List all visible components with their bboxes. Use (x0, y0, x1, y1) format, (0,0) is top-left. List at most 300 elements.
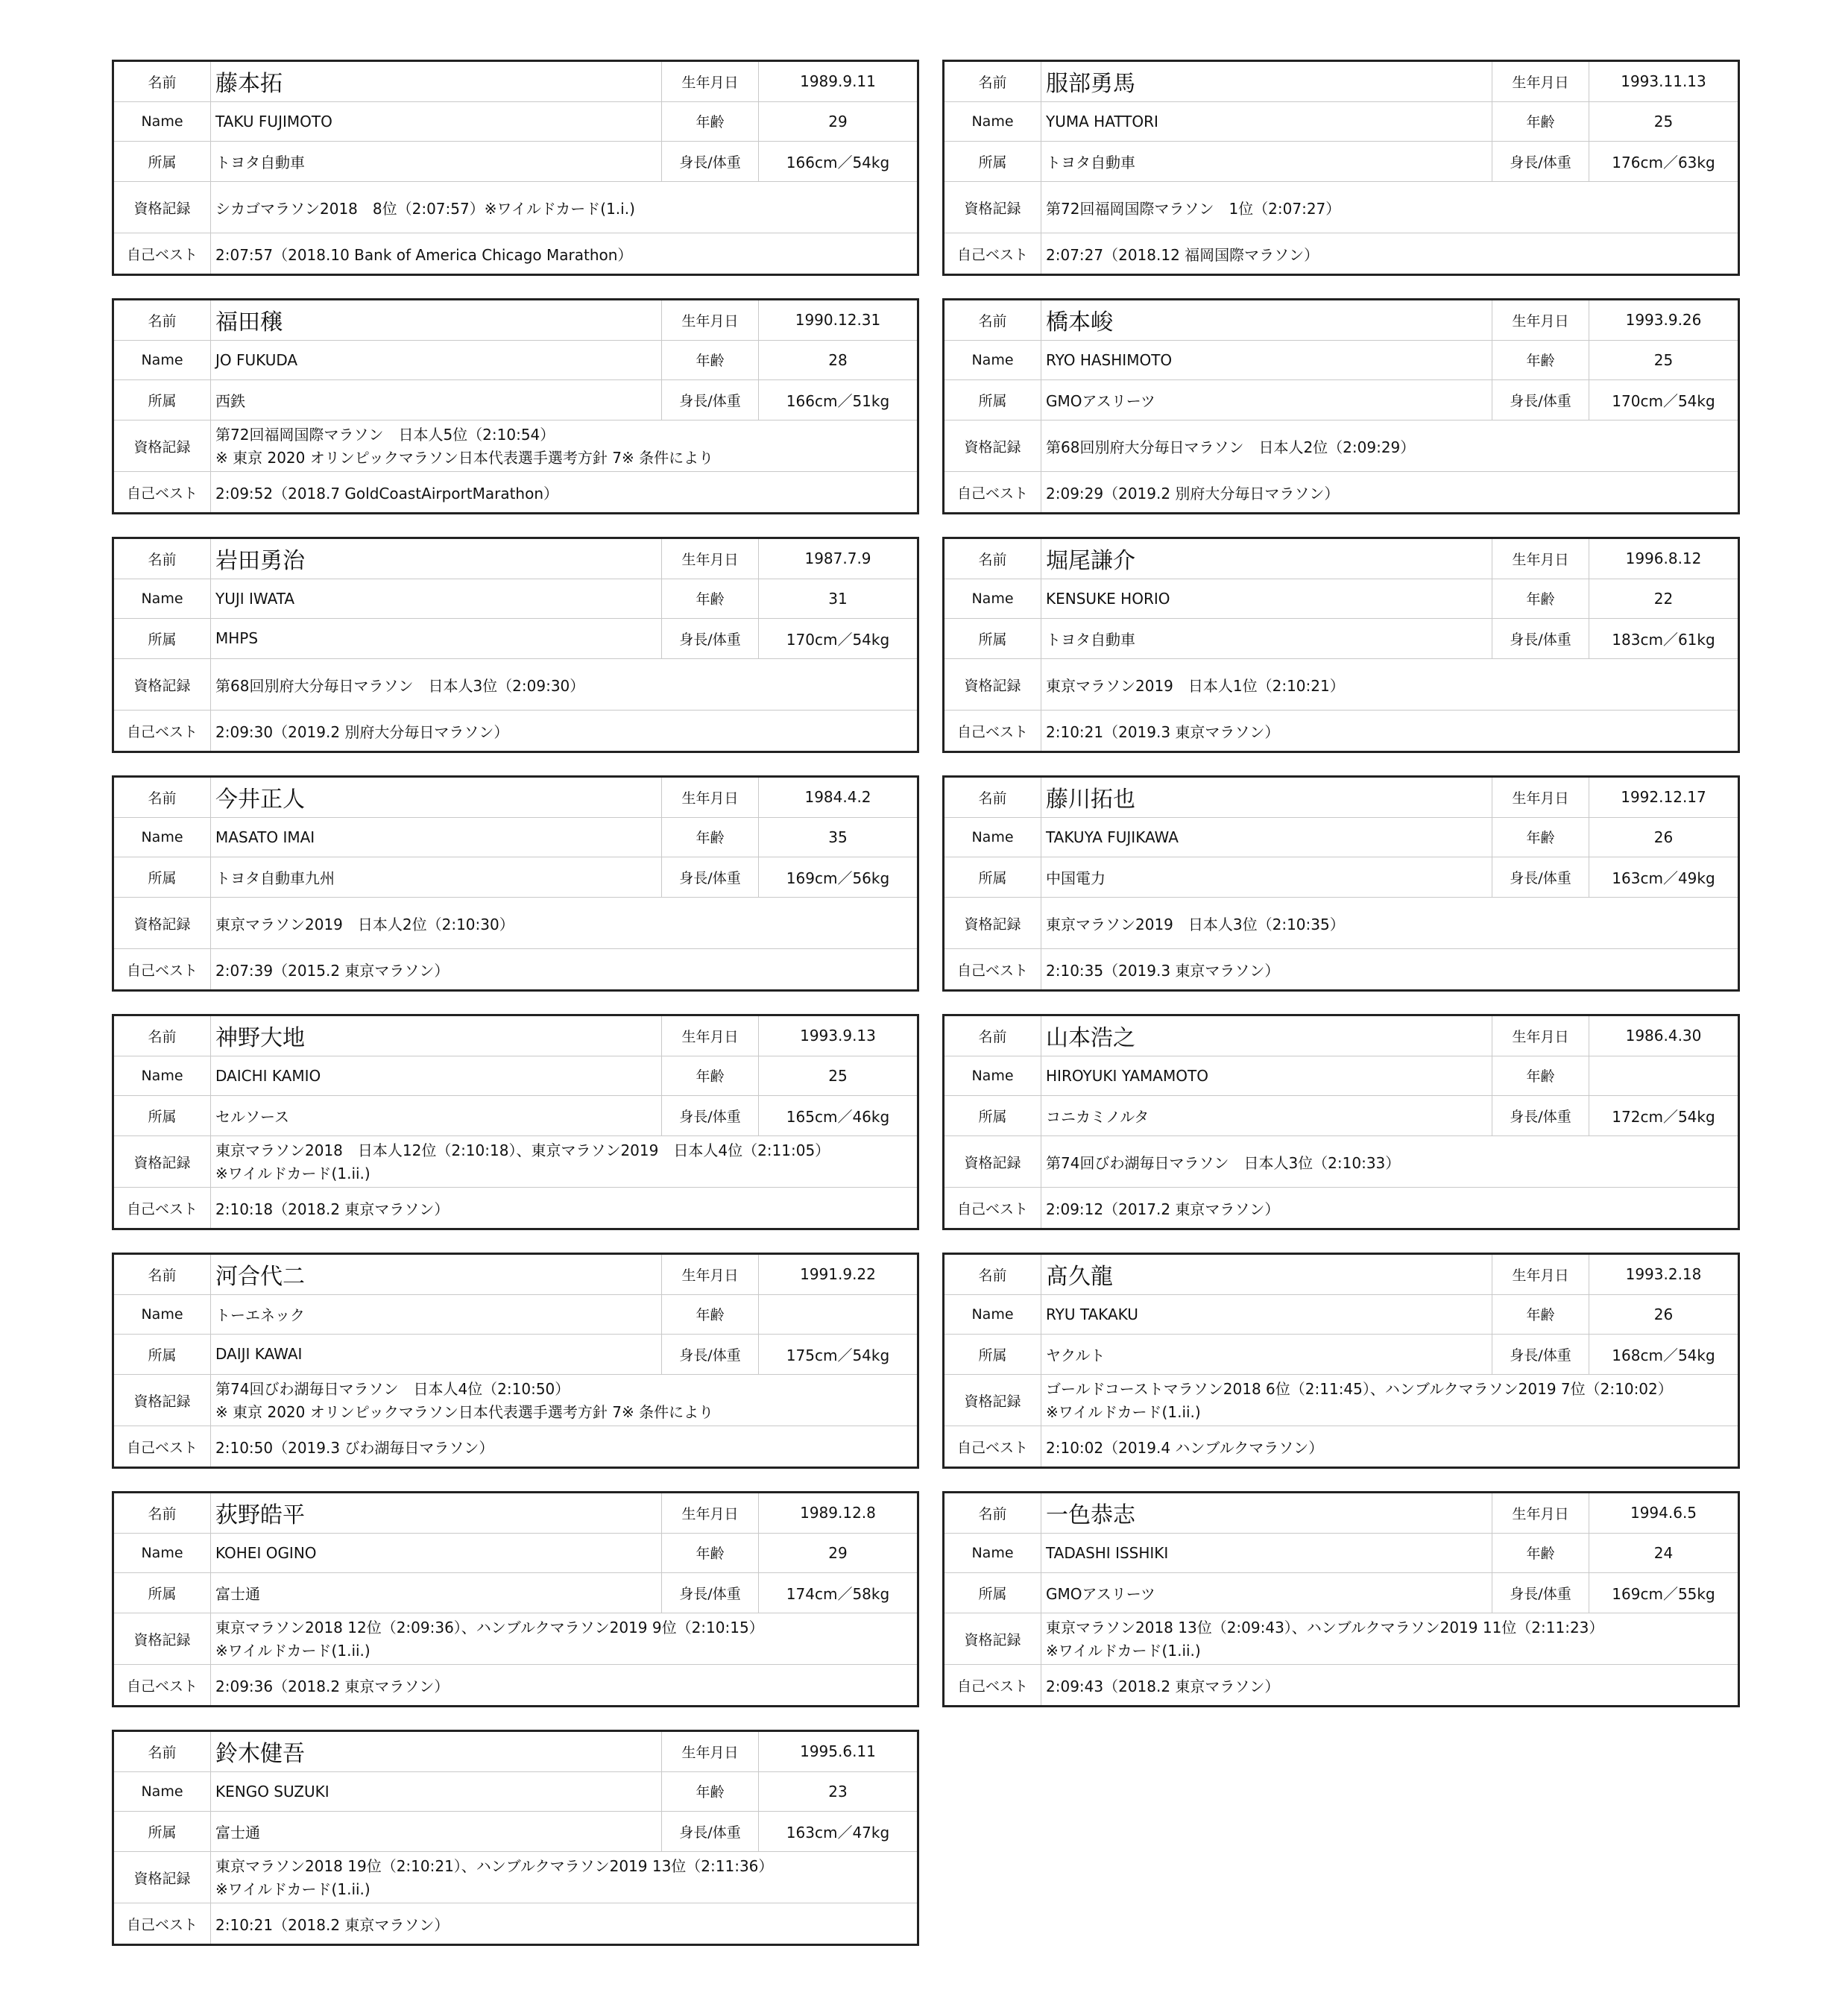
label-best: 自己ベスト (114, 1903, 211, 1944)
athlete-birth: 1995.6.11 (800, 1742, 876, 1761)
row-name (114, 1732, 917, 1772)
athlete-age: 31 (828, 589, 848, 608)
label-name-en: Name (945, 579, 1041, 619)
athlete-team: 中国電力 (1041, 857, 1492, 897)
label-name-en: Name (114, 579, 211, 619)
row-name (945, 62, 1738, 102)
label-age: 年齢 (662, 579, 759, 619)
label-name-jp: 名前 (114, 539, 211, 579)
label-birth: 生年月日 (662, 1255, 759, 1294)
athlete-card-12 (942, 1253, 1740, 1469)
athlete-birth: 1993.9.13 (800, 1027, 876, 1045)
athlete-name-jp: 神野大地 (211, 1016, 662, 1056)
label-best: 自己ベスト (114, 1426, 211, 1467)
qualify-line: ※ 東京 2020 オリンピックマラソン日本代表選手選考方針 7※ 条件により (215, 1402, 714, 1421)
row-name (114, 62, 917, 102)
row-team (114, 380, 917, 420)
label-age: 年齢 (1492, 341, 1589, 380)
label-birth: 生年月日 (1492, 300, 1589, 340)
athlete-best: 2:07:39（2015.2 東京マラソン） (215, 961, 450, 980)
athlete-name-jp: 一色恭志 (1041, 1493, 1492, 1533)
row-name-en (114, 1772, 917, 1812)
athlete-birth: 1990.12.31 (795, 311, 881, 330)
athlete-name-en: DAICHI KAMIO (211, 1056, 662, 1096)
label-age: 年齢 (662, 1534, 759, 1573)
label-name-jp: 名前 (114, 1732, 211, 1771)
row-qualify (114, 659, 917, 711)
label-best: 自己ベスト (114, 949, 211, 989)
label-birth: 生年月日 (1492, 1493, 1589, 1533)
label-name-jp: 名前 (114, 62, 211, 101)
label-qualify: 資格記録 (114, 420, 211, 472)
athlete-team: GMOアスリーツ (1041, 1573, 1492, 1613)
row-team (114, 1096, 917, 1136)
row-name-en (945, 1056, 1738, 1097)
label-best: 自己ベスト (945, 472, 1041, 512)
label-birth: 生年月日 (662, 539, 759, 579)
label-body: 身長/体重 (1492, 1335, 1589, 1374)
athlete-body: 176cm／63kg (1612, 153, 1715, 171)
athlete-body: 175cm／54kg (786, 1346, 890, 1364)
athlete-name-en: KOHEI OGINO (211, 1534, 662, 1573)
athlete-card-6 (942, 537, 1740, 753)
qualify-line: 第72回福岡国際マラソン 日本人5位（2:10:54） (215, 425, 555, 444)
athlete-birth: 1993.2.18 (1625, 1265, 1702, 1284)
label-qualify: 資格記録 (114, 1613, 211, 1665)
row-best (114, 711, 917, 751)
row-qualify (114, 1852, 917, 1904)
label-age: 年齢 (1492, 102, 1589, 142)
qualify-line: ※ワイルドカード(1.ii.) (215, 1164, 370, 1182)
athlete-best: 2:10:18（2018.2 東京マラソン） (215, 1200, 450, 1218)
label-team: 所属 (945, 1096, 1041, 1135)
athlete-birth: 1987.7.9 (804, 549, 871, 568)
label-qualify: 資格記録 (945, 1136, 1041, 1188)
label-name-jp: 名前 (114, 1016, 211, 1056)
athlete-birth: 1994.6.5 (1630, 1504, 1697, 1522)
athlete-card-1 (112, 60, 919, 276)
label-best: 自己ベスト (114, 711, 211, 751)
athlete-name-en: TAKU FUJIMOTO (211, 102, 662, 142)
athlete-body: 168cm／54kg (1612, 1346, 1715, 1364)
label-qualify: 資格記録 (114, 1852, 211, 1903)
athlete-name-en: HIROYUKI YAMAMOTO (1041, 1056, 1492, 1096)
row-qualify (945, 1136, 1738, 1188)
label-name-en: Name (945, 1295, 1041, 1335)
athlete-name-jp: 荻野皓平 (211, 1493, 662, 1533)
row-name-en (945, 818, 1738, 858)
athlete-best: 2:09:30（2019.2 別府大分毎日マラソン） (215, 722, 509, 741)
row-name (945, 300, 1738, 341)
athlete-card-13 (112, 1491, 919, 1707)
row-qualify (945, 659, 1738, 711)
athlete-qualify: 東京マラソン2019 日本人3位（2:10:35） (1046, 915, 1345, 933)
row-team (114, 1335, 917, 1375)
label-age: 年齢 (1492, 1295, 1589, 1335)
row-name-en (114, 818, 917, 858)
label-name-en: Name (114, 1772, 211, 1812)
row-best (114, 1188, 917, 1228)
label-team: 所属 (114, 857, 211, 897)
row-best (945, 1188, 1738, 1228)
row-name-en (114, 1295, 917, 1335)
label-birth: 生年月日 (1492, 539, 1589, 579)
row-team (114, 1812, 917, 1852)
row-team (945, 1335, 1738, 1375)
athlete-team: 富士通 (211, 1812, 662, 1851)
athlete-best: 2:09:52（2018.7 GoldCoastAirportMarathon） (215, 484, 559, 503)
label-age: 年齢 (662, 818, 759, 857)
athlete-card-15 (112, 1730, 919, 1946)
athlete-team: 富士通 (211, 1573, 662, 1613)
label-team: 所属 (114, 1335, 211, 1374)
athlete-body: 169cm／55kg (1612, 1584, 1715, 1603)
athlete-card-9 (112, 1014, 919, 1230)
label-body: 身長/体重 (1492, 1573, 1589, 1613)
label-age: 年齢 (1492, 1534, 1589, 1573)
qualify-line: 第74回びわ湖毎日マラソン 日本人4位（2:10:50） (215, 1379, 570, 1398)
label-age: 年齢 (1492, 579, 1589, 619)
qualify-line: ※ワイルドカード(1.ii.) (1046, 1641, 1201, 1660)
athlete-birth: 1996.8.12 (1625, 549, 1702, 568)
label-birth: 生年月日 (662, 1493, 759, 1533)
label-team: 所属 (114, 1573, 211, 1613)
row-name (114, 1493, 917, 1534)
row-name (945, 539, 1738, 579)
athlete-body: 166cm／51kg (786, 391, 890, 410)
label-best: 自己ベスト (945, 1665, 1041, 1705)
athlete-age: 24 (1653, 1543, 1674, 1562)
label-age: 年齢 (1492, 1056, 1589, 1096)
row-name (945, 1255, 1738, 1295)
label-team: 所属 (945, 1335, 1041, 1374)
label-team: 所属 (114, 619, 211, 658)
row-name (114, 778, 917, 818)
qualify-line: 東京マラソン2018 19位（2:10:21）、ハンブルクマラソン2019 13位（2:11:36） (215, 1856, 774, 1875)
athlete-card-2 (942, 60, 1740, 276)
label-name-jp: 名前 (945, 778, 1041, 817)
athlete-body: 170cm／54kg (786, 630, 890, 649)
athlete-birth: 1986.4.30 (1625, 1027, 1702, 1045)
athlete-birth: 1989.9.11 (800, 72, 876, 91)
row-best (114, 233, 917, 274)
label-name-jp: 名前 (945, 300, 1041, 340)
row-name-en (945, 102, 1738, 142)
qualify-line: ゴールドコーストマラソン2018 6位（2:11:45）、ハンブルクマラソン2019 7位（2:10:02） (1046, 1379, 1673, 1398)
label-name-jp: 名前 (114, 1493, 211, 1533)
row-qualify (945, 898, 1738, 950)
label-qualify: 資格記録 (114, 898, 211, 949)
row-qualify (114, 898, 917, 950)
athlete-birth: 1993.9.26 (1625, 311, 1702, 330)
athlete-name-en: TAKUYA FUJIKAWA (1041, 818, 1492, 857)
athlete-team: MHPS (211, 619, 662, 658)
qualify-line: 東京マラソン2018 12位（2:09:36）、ハンブルクマラソン2019 9位（2:10:15） (215, 1618, 764, 1636)
label-best: 自己ベスト (945, 233, 1041, 274)
row-name (945, 1016, 1738, 1056)
athlete-qualify: 第68回別府大分毎日マラソン 日本人3位（2:09:30） (215, 676, 585, 695)
row-best (114, 949, 917, 989)
label-birth: 生年月日 (662, 1732, 759, 1771)
label-age: 年齢 (662, 341, 759, 380)
label-body: 身長/体重 (662, 1096, 759, 1135)
row-name (114, 1255, 917, 1295)
athlete-name-en: トーエネック (211, 1295, 662, 1335)
label-body: 身長/体重 (662, 619, 759, 658)
athlete-qualify (211, 1613, 917, 1665)
label-team: 所属 (945, 142, 1041, 181)
athlete-birth: 1984.4.2 (804, 788, 871, 807)
athlete-name-en: JO FUKUDA (211, 341, 662, 380)
row-best (114, 1665, 917, 1705)
label-name-en: Name (945, 102, 1041, 142)
label-age: 年齢 (662, 1295, 759, 1335)
athlete-qualify: 第72回福岡国際マラソン 1位（2:07:27） (1046, 199, 1341, 218)
label-name-en: Name (945, 818, 1041, 857)
row-best (945, 1426, 1738, 1467)
athlete-card-7 (112, 775, 919, 992)
athlete-card-10 (942, 1014, 1740, 1230)
row-name-en (114, 341, 917, 381)
row-qualify (945, 420, 1738, 473)
label-body: 身長/体重 (662, 1812, 759, 1851)
label-body: 身長/体重 (662, 1573, 759, 1613)
athlete-qualify (1041, 1613, 1738, 1665)
athlete-team: ヤクルト (1041, 1335, 1492, 1374)
athlete-birth: 1992.12.17 (1621, 788, 1706, 807)
label-age: 年齢 (662, 1056, 759, 1096)
row-qualify (114, 1136, 917, 1188)
athlete-body: 163cm／47kg (786, 1823, 890, 1842)
label-name-en: Name (945, 341, 1041, 380)
row-team (945, 142, 1738, 182)
qualify-line: ※ 東京 2020 オリンピックマラソン日本代表選手選考方針 7※ 条件により (215, 448, 714, 467)
athlete-qualify: 東京マラソン2019 日本人2位（2:10:30） (215, 915, 514, 933)
label-qualify: 資格記録 (114, 182, 211, 233)
athlete-team: セルソース (211, 1096, 662, 1135)
row-best (114, 472, 917, 512)
athlete-body: 170cm／54kg (1612, 391, 1715, 410)
row-qualify (945, 182, 1738, 234)
label-name-en: Name (114, 341, 211, 380)
athlete-age: 25 (1653, 350, 1674, 369)
label-name-en: Name (114, 102, 211, 142)
athlete-qualify (211, 1852, 917, 1903)
row-name (945, 778, 1738, 818)
athlete-team: トヨタ自動車 (1041, 619, 1492, 658)
label-name-jp: 名前 (945, 1493, 1041, 1533)
athlete-birth: 1989.12.8 (800, 1504, 876, 1522)
label-team: 所属 (114, 1096, 211, 1135)
label-qualify: 資格記録 (945, 182, 1041, 233)
row-team (114, 142, 917, 182)
athlete-body: 172cm／54kg (1612, 1107, 1715, 1126)
label-name-en: Name (945, 1056, 1041, 1096)
label-team: 所属 (945, 857, 1041, 897)
athlete-age: 22 (1653, 589, 1674, 608)
athlete-team: 西鉄 (211, 380, 662, 420)
row-team (945, 1096, 1738, 1136)
qualify-line: 東京マラソン2018 日本人12位（2:10:18）、東京マラソン2019 日本人4位（2:11:05） (215, 1141, 830, 1159)
label-body: 身長/体重 (662, 142, 759, 181)
label-name-jp: 名前 (114, 300, 211, 340)
athlete-body: 183cm／61kg (1612, 630, 1715, 649)
row-best (945, 472, 1738, 512)
athlete-name-jp: 髙久龍 (1041, 1255, 1492, 1294)
athlete-card-14 (942, 1491, 1740, 1707)
label-qualify: 資格記録 (114, 659, 211, 711)
row-name-en (114, 1056, 917, 1097)
athlete-card-8 (942, 775, 1740, 992)
athlete-name-en: MASATO IMAI (211, 818, 662, 857)
athlete-qualify (211, 420, 917, 472)
label-birth: 生年月日 (1492, 1016, 1589, 1056)
row-qualify (114, 1613, 917, 1666)
label-qualify: 資格記録 (945, 659, 1041, 711)
row-name-en (945, 1295, 1738, 1335)
label-birth: 生年月日 (1492, 778, 1589, 817)
athlete-qualify: 東京マラソン2019 日本人1位（2:10:21） (1046, 676, 1345, 695)
athlete-name-jp: 藤本拓 (211, 62, 662, 101)
athlete-age: 26 (1653, 1305, 1674, 1323)
athlete-name-en: TADASHI ISSHIKI (1041, 1534, 1492, 1573)
athlete-team: GMOアスリーツ (1041, 380, 1492, 420)
athlete-name-jp: 福田穣 (211, 300, 662, 340)
row-name-en (114, 102, 917, 142)
label-name-en: Name (945, 1534, 1041, 1573)
athlete-name-en: KENSUKE HORIO (1041, 579, 1492, 619)
label-name-jp: 名前 (945, 1255, 1041, 1294)
athlete-best: 2:07:27（2018.12 福岡国際マラソン） (1046, 245, 1319, 264)
label-age: 年齢 (662, 1772, 759, 1812)
athlete-name-en: RYO HASHIMOTO (1041, 341, 1492, 380)
label-name-en: Name (114, 1295, 211, 1335)
row-team (114, 857, 917, 898)
label-age: 年齢 (1492, 818, 1589, 857)
row-name (945, 1493, 1738, 1534)
athlete-name-jp: 河合代二 (211, 1255, 662, 1294)
row-name-en (945, 1534, 1738, 1574)
row-name (114, 300, 917, 341)
label-body: 身長/体重 (1492, 857, 1589, 897)
row-team (114, 1573, 917, 1613)
row-team (945, 619, 1738, 659)
athlete-team: トヨタ自動車 (211, 142, 662, 181)
label-team: 所属 (114, 142, 211, 181)
athlete-body: 169cm／56kg (786, 869, 890, 887)
row-team (945, 380, 1738, 420)
label-name-jp: 名前 (945, 1016, 1041, 1056)
athlete-name-jp: 堀尾謙介 (1041, 539, 1492, 579)
label-age: 年齢 (662, 102, 759, 142)
label-best: 自己ベスト (114, 1188, 211, 1228)
athlete-best: 2:10:21（2019.3 東京マラソン） (1046, 722, 1280, 741)
athlete-best: 2:09:12（2017.2 東京マラソン） (1046, 1200, 1280, 1218)
label-name-en: Name (114, 1056, 211, 1096)
label-name-en: Name (114, 1534, 211, 1573)
athlete-age (759, 1295, 917, 1335)
athlete-age: 23 (828, 1782, 848, 1801)
row-team (945, 1573, 1738, 1613)
athlete-best: 2:10:02（2019.4 ハンブルクマラソン） (1046, 1438, 1324, 1457)
athlete-age: 26 (1653, 828, 1674, 846)
label-body: 身長/体重 (662, 857, 759, 897)
athlete-birth: 1993.11.13 (1621, 72, 1706, 91)
row-name (114, 1016, 917, 1056)
athlete-name-jp: 藤川拓也 (1041, 778, 1492, 817)
athlete-age: 35 (828, 828, 848, 846)
row-name-en (114, 579, 917, 620)
athlete-best: 2:09:36（2018.2 東京マラソン） (215, 1677, 450, 1695)
athlete-body: 166cm／54kg (786, 153, 890, 171)
row-name-en (114, 1534, 917, 1574)
row-name-en (945, 579, 1738, 620)
qualify-line: 東京マラソン2018 13位（2:09:43）、ハンブルクマラソン2019 11位（2:11:23） (1046, 1618, 1604, 1636)
athlete-name-jp: 服部勇馬 (1041, 62, 1492, 101)
label-qualify: 資格記録 (114, 1375, 211, 1426)
athlete-qualify (211, 1375, 917, 1426)
athlete-card-4 (942, 298, 1740, 514)
athlete-age: 28 (828, 350, 848, 369)
label-body: 身長/体重 (662, 380, 759, 420)
row-best (945, 949, 1738, 989)
label-qualify: 資格記録 (114, 1136, 211, 1188)
row-team (114, 619, 917, 659)
athlete-team: コニカミノルタ (1041, 1096, 1492, 1135)
label-body: 身長/体重 (1492, 1096, 1589, 1135)
athlete-best: 2:10:35（2019.3 東京マラソン） (1046, 961, 1280, 980)
label-name-jp: 名前 (945, 539, 1041, 579)
athlete-best: 2:09:43（2018.2 東京マラソン） (1046, 1677, 1280, 1695)
label-name-jp: 名前 (114, 1255, 211, 1294)
label-birth: 生年月日 (1492, 62, 1589, 101)
athlete-name-jp: 山本浩之 (1041, 1016, 1492, 1056)
label-birth: 生年月日 (662, 62, 759, 101)
athlete-birth: 1991.9.22 (800, 1265, 876, 1284)
athlete-team: DAIJI KAWAI (211, 1335, 662, 1374)
row-qualify (114, 182, 917, 234)
athlete-name-jp: 鈴木健吾 (211, 1732, 662, 1771)
qualify-line: ※ワイルドカード(1.ii.) (215, 1641, 370, 1660)
label-birth: 生年月日 (662, 778, 759, 817)
label-qualify: 資格記録 (945, 898, 1041, 949)
label-qualify: 資格記録 (945, 1613, 1041, 1665)
label-birth: 生年月日 (1492, 1255, 1589, 1294)
label-team: 所属 (945, 1573, 1041, 1613)
athlete-grid (112, 60, 1740, 1946)
athlete-card-5 (112, 537, 919, 753)
label-best: 自己ベスト (114, 233, 211, 274)
athlete-name-jp: 橋本峻 (1041, 300, 1492, 340)
row-best (114, 1426, 917, 1467)
athlete-name-en: KENGO SUZUKI (211, 1772, 662, 1812)
qualify-line: ※ワイルドカード(1.ii.) (215, 1880, 370, 1898)
label-body: 身長/体重 (662, 1335, 759, 1374)
athlete-age: 29 (828, 1543, 848, 1562)
athlete-card-3 (112, 298, 919, 514)
athlete-team: トヨタ自動車九州 (211, 857, 662, 897)
row-qualify (114, 1375, 917, 1427)
athlete-name-jp: 今井正人 (211, 778, 662, 817)
label-body: 身長/体重 (1492, 142, 1589, 181)
athlete-name-en: YUMA HATTORI (1041, 102, 1492, 142)
row-qualify (114, 420, 917, 473)
row-best (945, 1665, 1738, 1705)
athlete-name-jp: 岩田勇治 (211, 539, 662, 579)
athlete-qualify (1041, 1375, 1738, 1426)
athlete-age: 25 (828, 1066, 848, 1085)
label-body: 身長/体重 (1492, 619, 1589, 658)
